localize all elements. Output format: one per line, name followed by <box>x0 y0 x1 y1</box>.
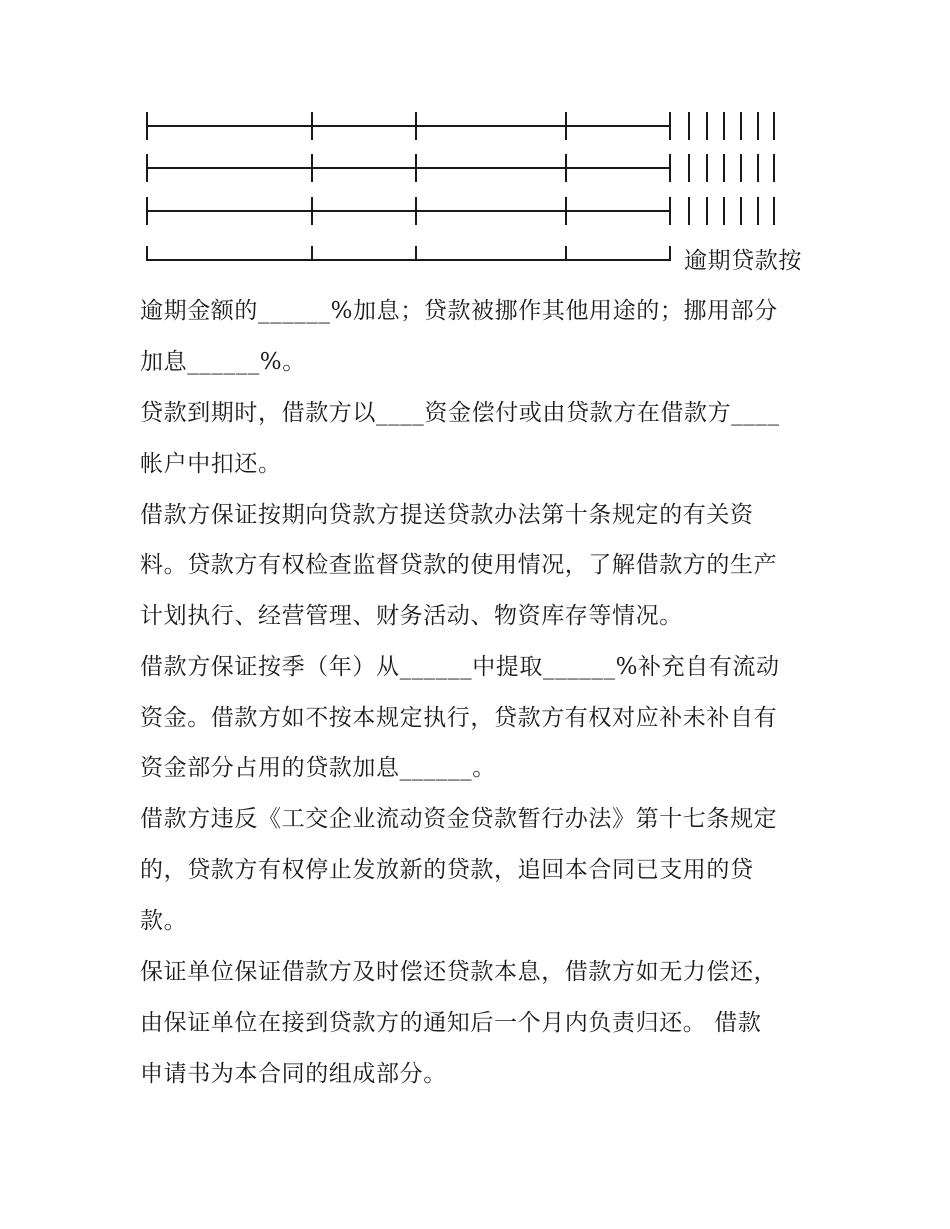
text-line: 借款方保证按季（年）从______中提取______%补充自有流动 <box>140 654 780 680</box>
text-line: 资金部分占用的贷款加息______。 <box>140 755 496 781</box>
text-line: 申请书为本合同的组成部分。 <box>140 1061 447 1087</box>
text-line: 保证单位保证借款方及时偿还贷款本息，借款方如无力偿还， <box>140 959 778 985</box>
text-line: 帐户中扣还。 <box>140 451 282 477</box>
overdue-heading-fragment: 逾期贷款按 <box>684 248 802 274</box>
text-line: 的，贷款方有权停止发放新的贷款，追回本合同已支用的贷 <box>140 857 754 883</box>
text-line: 逾期金额的______%加息；贷款被挪作其他用途的；挪用部分 <box>140 298 778 324</box>
text-line: 计划执行、经营管理、财务活动、物资库存等情况。 <box>140 603 683 629</box>
text-line: 加息______%。 <box>140 349 306 375</box>
text-line: 由保证单位在接到贷款方的通知后一个月内负责归还。 借款 <box>140 1010 762 1036</box>
table-rule-lines <box>0 0 950 300</box>
text-line: 资金。借款方如不按本规定执行，贷款方有权对应补未补自有 <box>140 705 778 731</box>
text-line: 料。贷款方有权检查监督贷款的使用情况，了解借款方的生产 <box>140 552 778 578</box>
table-column-bars <box>689 112 774 225</box>
text-line: 贷款到期时，借款方以____资金偿付或由贷款方在借款方____ <box>140 400 780 426</box>
text-line: 借款方保证按期向贷款方提送贷款办法第十条规定的有关资 <box>140 502 754 528</box>
text-line: 借款方违反《工交企业流动资金贷款暂行办法》第十七条规定 <box>140 806 778 832</box>
text-line: 款。 <box>140 908 188 934</box>
